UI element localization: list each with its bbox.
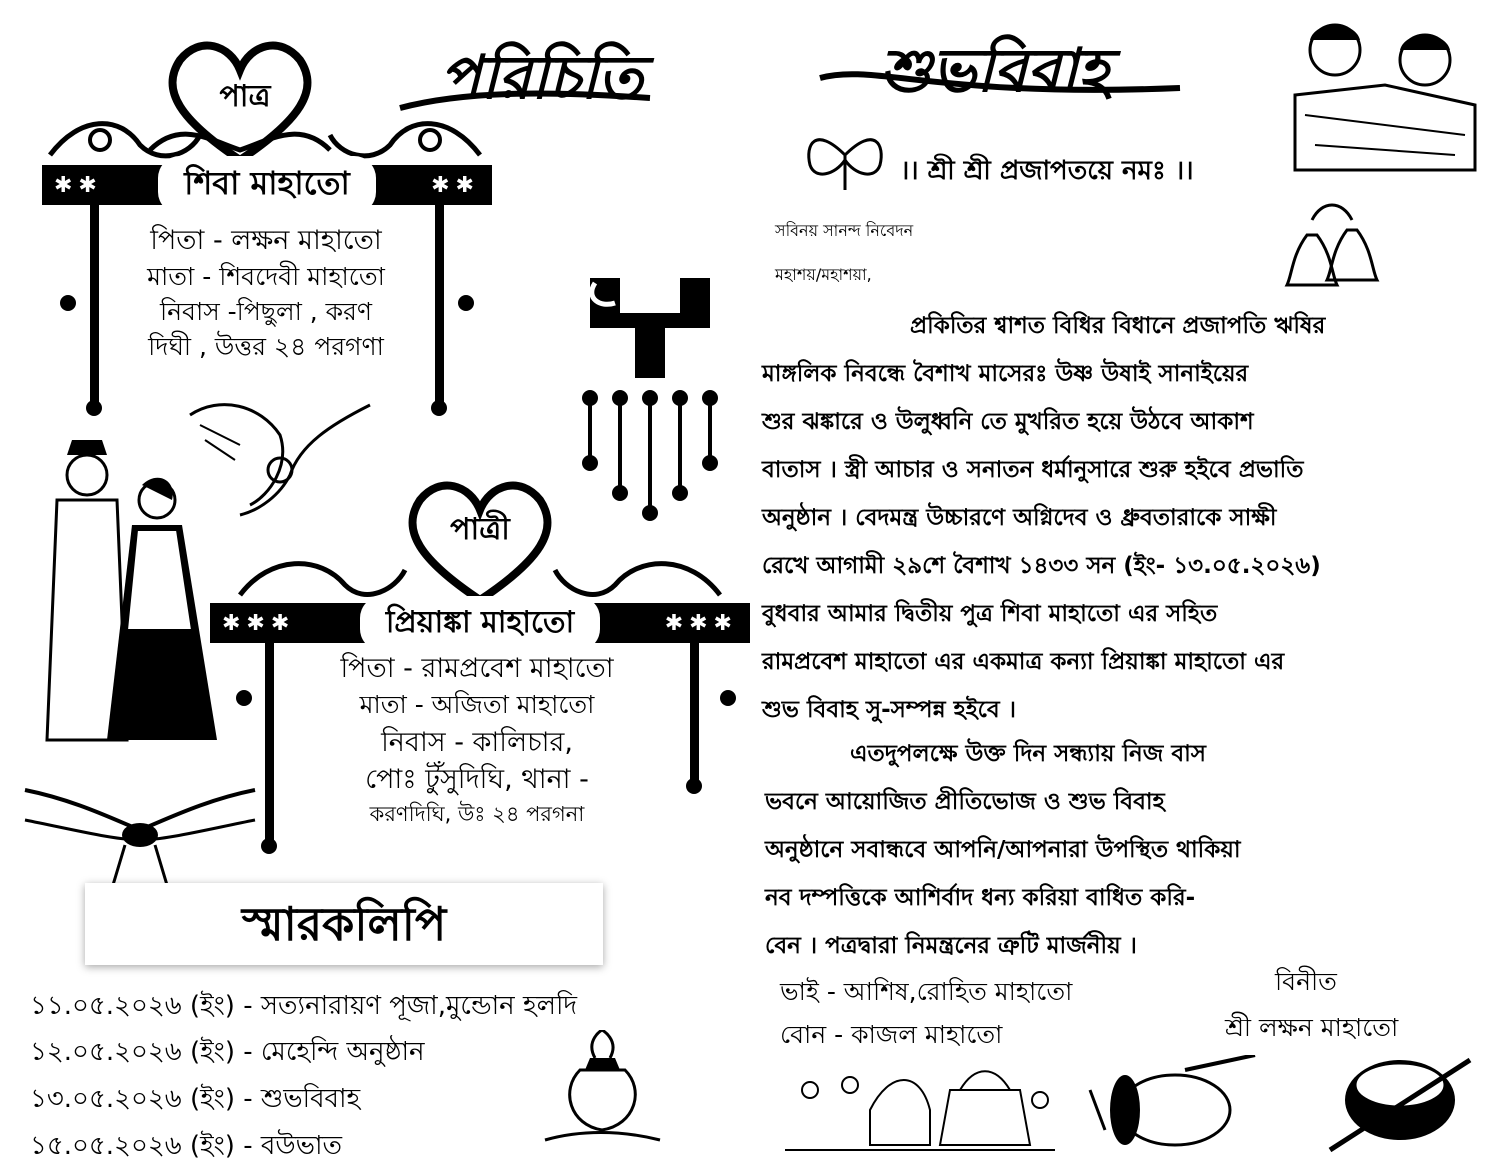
bead-icon <box>582 390 598 406</box>
hanging-string <box>708 398 712 458</box>
star-icon: ✱✱✱ <box>222 610 296 636</box>
schedule-item: ১৫.০৫.২০২৬ (ইং) - বউভাত <box>30 1131 342 1161</box>
bride-pillar-right <box>690 643 699 783</box>
couple-sketch-icon <box>1275 5 1490 175</box>
groom-banner <box>42 165 492 205</box>
letter-line: বাতাস । স্ত্রী আচার ও সনাতন ধর্মানুসারে শুরু হইবে প্রভাতি <box>762 457 1304 483</box>
letter-line: বেন । পত্রদ্বারা নিমন্ত্রনের ত্রুটি মার্জনীয় । <box>765 933 1137 959</box>
bead-icon <box>672 390 688 406</box>
family-sister: বোন - কাজল মাহাতো <box>780 1020 1003 1049</box>
bead-icon <box>612 390 628 406</box>
bead-icon <box>686 778 702 794</box>
wedding-knot-icon <box>15 770 265 900</box>
letter-line: রামপ্রবেশ মাহাতো এর একমাত্র কন্যা প্রিয়াঙ্কা মাহাতো এর <box>762 649 1285 675</box>
star-icon: ✱✱✱ <box>664 610 738 636</box>
hanging-string <box>648 398 652 508</box>
bride-flourish-icon <box>230 535 730 605</box>
dhol-icon <box>1320 1040 1485 1160</box>
bells-icon <box>1282 195 1387 295</box>
star-icon: ✱✱ <box>431 172 480 198</box>
star-icon: ✱✱ <box>54 172 103 198</box>
bride-address-1: নিবাস - কালিচার, <box>381 727 573 758</box>
bead-icon <box>672 485 688 501</box>
groom-address-2: দিঘী , উত্তর ২৪ পরগণা <box>148 332 384 361</box>
bride-banner <box>210 603 750 643</box>
bead-icon <box>702 455 718 471</box>
bead-icon <box>642 390 658 406</box>
letter-line: অনুষ্ঠানে সবান্ধবে আপনি/আপনারা উপস্থিত থাকিয়া <box>765 837 1241 863</box>
hanging-string <box>588 398 592 458</box>
title-swash-icon <box>395 88 655 118</box>
hanging-string <box>618 398 622 488</box>
procession-icon <box>780 1050 1060 1160</box>
introduction-heading: পরিচিতি <box>440 43 643 113</box>
bride-father: পিতা - রামপ্রবেশ মাহাতো <box>340 653 614 684</box>
drum-icon <box>1085 1055 1260 1165</box>
bead-icon <box>642 505 658 521</box>
bride-address-2: পোঃ টুঁসুদিঘি, থানা - <box>365 764 589 795</box>
letter-paragraph-2 <box>765 730 1500 970</box>
bride-mother: মাতা - অজিতা মাহাতো <box>359 690 595 719</box>
bride-address-3: করণদিঘি, উঃ ২৪ পরগনা <box>369 802 585 826</box>
invocation: ।। শ্রী শ্রী প্রজাপতয়ে নমঃ ।। <box>900 156 1194 186</box>
bead-icon <box>86 400 102 416</box>
letter-line: শুভ বিবাহ সু-সম্পন্ন হইবে । <box>762 697 1016 723</box>
hanging-string <box>678 398 682 488</box>
kalash-icon <box>540 1030 665 1155</box>
groom-role: পাত্র <box>219 79 271 114</box>
letter-line: এতদুপলক্ষে উক্ত দিন সন্ধ্যায় নিজ বাস <box>850 741 1206 767</box>
bead-icon <box>431 400 447 416</box>
bride-role: পাত্রী <box>450 512 510 547</box>
letter-line: নব দম্পত্তিকে আশির্বাদ ধন্য করিয়া বাধিত করি- <box>765 885 1196 911</box>
couple-icon <box>12 430 222 750</box>
schedule-item: ১১.০৫.২০২৬ (ইং) - সত্যনারায়ণ পূজা,মুন্ডোন হলদি <box>30 991 578 1021</box>
bride-name: প্রিয়াঙ্কা মাহাতো <box>360 596 600 651</box>
bead-icon <box>612 485 628 501</box>
signature-label: বিনীত <box>1275 967 1337 996</box>
groom-father: পিতা - লক্ষন মাহাতো <box>150 225 382 256</box>
bead-icon <box>702 390 718 406</box>
schedule-item: ১৩.০৫.২০২৬ (ইং) - শুভবিবাহ <box>30 1084 361 1114</box>
letter-line: রেখে আগামী ২৯শে বৈশাখ ১৪৩৩ সন (ইং- ১৩.০৫.২০২৬) <box>762 553 1321 579</box>
wedding-heading: শুভবিবাহ <box>880 36 1110 106</box>
signature-name: শ্রী লক্ষন মাহাতো <box>1225 1013 1399 1042</box>
bead-icon <box>582 455 598 471</box>
swastika-icon <box>580 268 720 388</box>
groom-mother: মাতা - শিবদেবী মাহাতো <box>147 262 385 291</box>
letter-line: প্রকিতির শ্বাশত বিধির বিধানে প্রজাপতি ঋষির <box>910 313 1326 339</box>
memorandum-heading: স্মারকলিপি <box>241 897 447 951</box>
family-brothers: ভাই - আশিষ,রোহিত মাহাতো <box>780 977 1073 1006</box>
letter-line: মাঙ্গলিক নিবন্ধে বৈশাখ মাসেরঃ উষ্ণ উষাই সানাইয়ের <box>762 361 1249 387</box>
letter-salutation-2: মহাশয়/মহাশয়া, <box>775 265 872 284</box>
bead-icon <box>236 690 252 706</box>
bead-icon <box>60 295 76 311</box>
title-swash-icon <box>815 58 1185 108</box>
letter-salutation-1: সবিনয় সানন্দ নিবেদন <box>775 221 914 240</box>
bead-icon <box>458 295 474 311</box>
groom-address-1: নিবাস -পিছুলা , করণ <box>159 297 373 326</box>
bead-icon <box>720 690 736 706</box>
butterfly-icon <box>805 125 885 195</box>
letter-paragraph-1 <box>762 302 1497 734</box>
letter-line: শুর ঝঙ্কারে ও উলুধ্বনি তে মুখরিত হয়ে উঠবে আকাশ <box>762 409 1254 435</box>
groom-name: শিবা মাহাতো <box>158 156 376 214</box>
letter-line: বুধবার আমার দ্বিতীয় পুত্র শিবা মাহাতো এর সহিত <box>762 601 1218 627</box>
groom-pillar-right <box>435 205 444 405</box>
letter-line: অনুষ্ঠান । বেদমন্ত্র উচ্চারণে অগ্নিদেব ও ধ্রুবতারাকে সাক্ষী <box>762 505 1277 531</box>
letter-line: ভবনে আয়োজিত প্রীতিভোজ ও শুভ বিবাহ <box>765 789 1165 815</box>
schedule-item: ১২.০৫.২০২৬ (ইং) - মেহেন্দি অনুষ্ঠান <box>30 1037 425 1067</box>
